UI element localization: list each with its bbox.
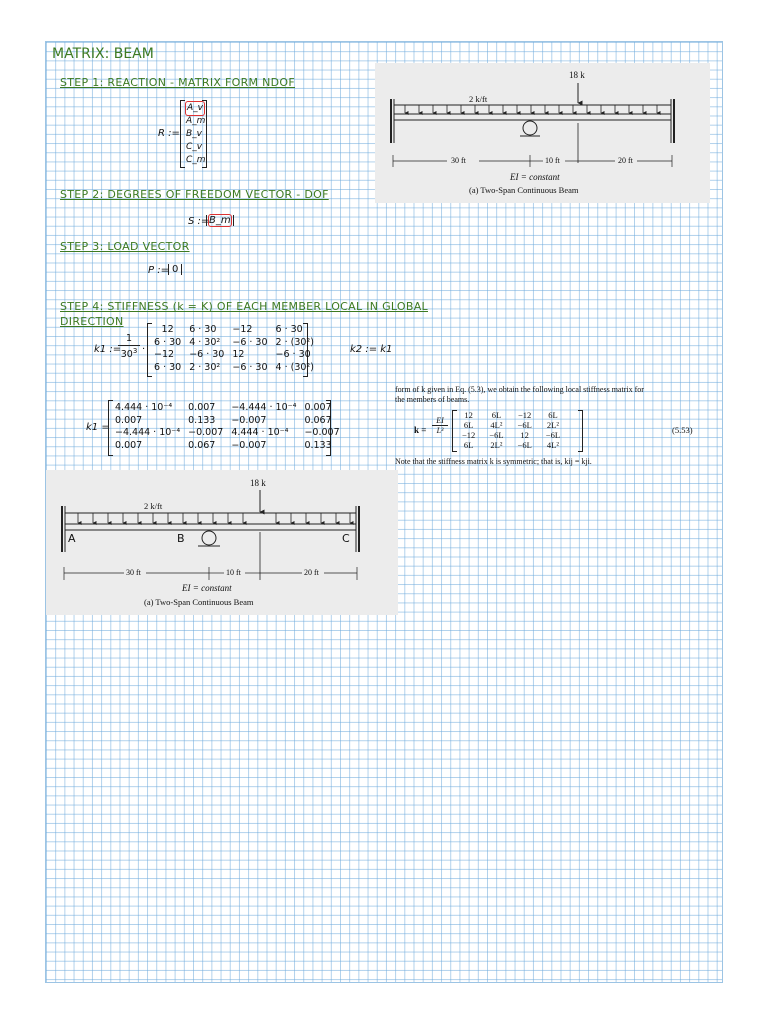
l3-denominator: L³ [432,425,448,435]
step-4-heading-cont: DIRECTION [60,315,124,328]
matrix-cell: 4 · (30²) [275,361,314,373]
figure-caption: (a) Two-Span Continuous Beam [469,185,579,195]
dimension-label: 10 ft [545,156,560,165]
fraction [118,333,140,360]
k-matrix-label: k = [414,425,427,435]
step-2-heading: STEP 2: DEGREES OF FREEDOM VECTOR - DOF [60,188,329,201]
matrix-cell: 12 [520,430,529,440]
load-vector [168,264,182,275]
excerpt-line: form of k given in Eq. (5.3), we obtain the following local stiffness matrix for [395,385,644,394]
reaction-label: R := [158,128,180,139]
matrix-cell: 6 · 30 [189,324,217,335]
dof-vector [206,215,234,226]
load-entry: 0 [172,264,179,275]
matrix-cell: 6L [548,410,558,420]
beam-figure-top [375,63,710,203]
fraction-denominator: $30^3$ [118,345,140,360]
matrix-cell: 0.133 [188,414,216,426]
matrix-cell: 6L [491,410,502,420]
matrix-cell: 0.007 [115,439,143,451]
matrix-cell: 4 · 30² [189,336,221,348]
dimension-label: 30 ft [126,568,141,577]
page-title: MATRIX: BEAM [52,46,154,62]
matrix-cell: −6L [489,430,504,440]
dot-operator: · [142,344,146,355]
matrix-cell: −12 [154,349,175,360]
distributed-load-arrows [78,513,350,523]
k1-result-label: k1 = [86,422,110,433]
matrix-cell: −12 [518,410,532,420]
bracket-left [180,100,185,168]
support-label-a: A [68,532,76,545]
matrix-cell: 4L² [546,440,559,450]
matrix-cell: −0.007 [188,427,224,438]
distributed-load-label: 2 k/ft [469,94,488,104]
matrix-cell: 0.067 [304,414,332,426]
matrix-cell: 2 · 30² [189,361,221,373]
matrix-cell: 4L² [490,420,503,430]
point-load-label: 18 k [569,70,585,80]
point-load-label: 18 k [250,478,266,488]
matrix-cell: −6 · 30 [275,349,311,360]
textbook-stiffness-matrix [455,410,567,450]
dimension-label: 10 ft [226,568,241,577]
matrix-cell: −12 [232,324,253,335]
matrix-cell: −6L [545,430,561,440]
matrix-cell: 12 [161,324,174,335]
matrix-cell: −0.007 [231,414,267,426]
ei-over-l3 [432,416,448,435]
matrix-cell: −12 [462,430,476,440]
matrix-cell: −6 · 30 [232,336,268,348]
step-1-heading: STEP 1: REACTION - MATRIX FORM NDOF [60,76,296,89]
matrix-cell: −6L [517,420,532,430]
beam-figure-bottom [46,470,398,615]
step-4-heading: STEP 4: STIFFNESS (k = K) OF EACH MEMBER LOCAL IN GLOBAL [60,300,428,313]
ei-note: EI = constant [510,172,560,182]
step-3-heading: STEP 3: LOAD VECTOR [60,240,190,253]
dimension-label: 20 ft [304,568,319,577]
matrix-cell: −6L [517,440,532,450]
k1-numeric-matrix [111,402,344,452]
matrix-cell: 2L² [546,420,559,430]
matrix-cell: −0.007 [231,439,267,451]
reaction-entry: A_m [186,116,206,126]
support-label-b: B [177,532,185,545]
roller-support [202,531,216,545]
matrix-cell: 6L [463,420,474,430]
matrix-cell: 6 · 30 [154,336,182,348]
dof-label: S := [188,216,210,227]
ei-numerator: EI [436,416,444,425]
matrix-cell: 0.007 [304,402,332,413]
textbook-excerpt [395,385,715,405]
distributed-load-arrows [405,105,657,113]
equation-number: (5.53) [672,425,693,435]
matrix-cell: −4.444 · 10⁻⁴ [115,427,181,438]
excerpt-line: the members of beams. [395,395,470,404]
matrix-cell: 0.007 [115,414,143,426]
matrix-cell: −0.007 [304,427,340,438]
distributed-load-label: 2 k/ft [144,501,163,511]
bracket-right [578,410,583,452]
matrix-cell: 2 · (30²) [275,336,314,348]
k2-assignment: k2 := k1 [350,344,393,355]
k1-label: k1 := [94,344,122,355]
matrix-cell: 12 [464,410,473,420]
k1-symbolic-matrix [150,324,318,374]
matrix-cell: 4.444 · 10⁻⁴ [115,402,173,413]
matrix-cell: 2L² [490,440,503,450]
reaction-entry: C_m [186,155,206,165]
load-label: P := [148,265,169,276]
support-label-c: C [342,532,350,545]
matrix-cell: 6 · 30 [275,324,303,335]
matrix-cell: −4.444 · 10⁻⁴ [231,402,297,413]
figure-caption: (a) Two-Span Continuous Beam [144,597,254,607]
reaction-vector [186,102,206,167]
beam-diagram [375,63,710,203]
dof-entry: B_m [209,215,231,226]
beam-member [394,114,671,120]
reaction-entry: C_v [186,142,203,152]
beam-member [65,524,356,530]
matrix-cell: 6L [463,440,474,450]
matrix-cell: 0.133 [304,439,332,451]
matrix-cell: 12 [232,349,245,360]
matrix-cell: 0.007 [188,402,216,413]
reaction-entry: B_v [186,129,203,139]
dimension-label: 30 ft [451,156,466,165]
reaction-entry: A_v [187,103,203,113]
matrix-cell: 6 · 30 [154,361,182,373]
roller-support [523,121,537,135]
matrix-cell: −6 · 30 [189,349,225,360]
ei-note: EI = constant [182,583,232,593]
fraction-numerator: 1 [125,333,133,344]
matrix-cell: 0.067 [188,439,216,451]
symmetry-note: Note that the stiffness matrix k is symmetric; that is, kij = kji. [395,457,592,466]
matrix-cell: 4.444 · 10⁻⁴ [231,427,289,438]
dimension-label: 20 ft [618,156,633,165]
matrix-cell: −6 · 30 [232,361,268,373]
